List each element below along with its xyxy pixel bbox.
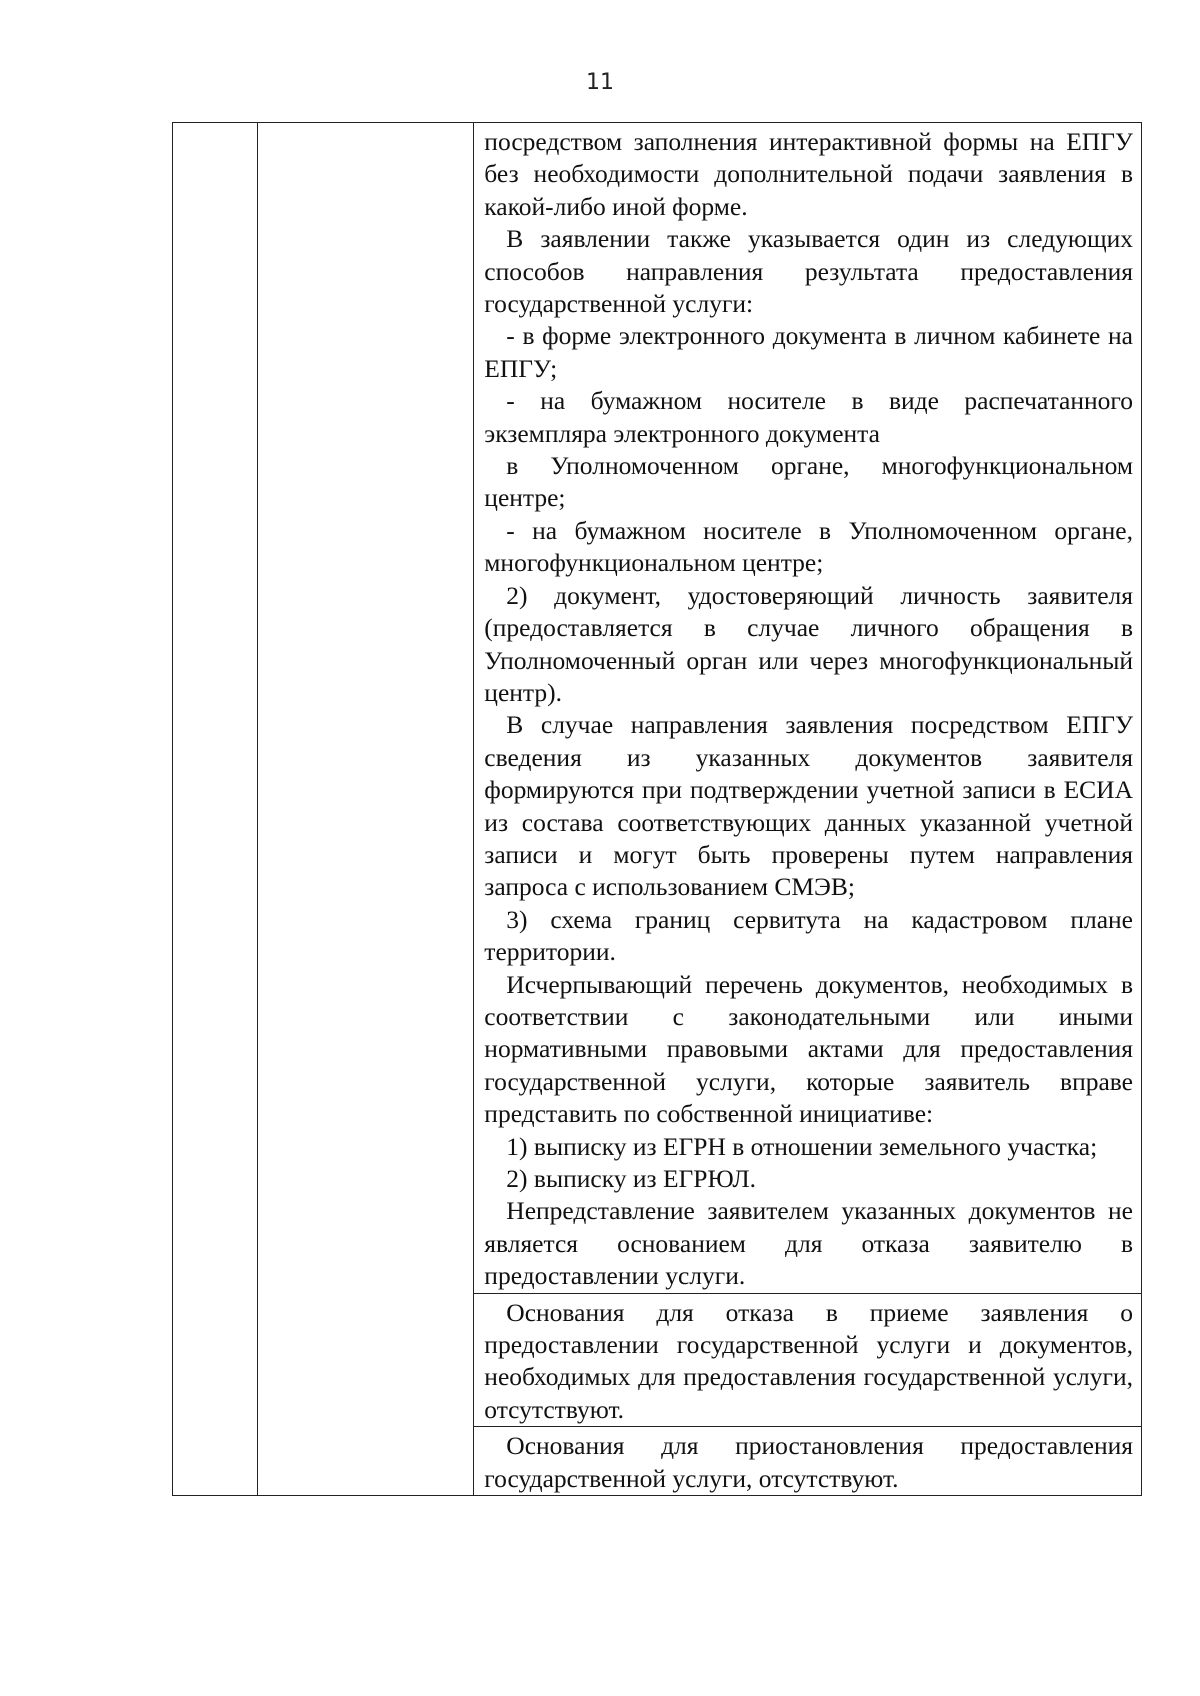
paragraph-non-submission: Непредставление заявителем указанных документов не является основанием для отказа заявителю в предоставлении услуги. [484, 1196, 1133, 1291]
paragraph-paper-printout: - на бумажном носителе в виде распечатанного экземпляра электронного документа [484, 386, 1133, 448]
document-table [172, 122, 1142, 1496]
paragraph-exhaustive-list: Исчерпывающий перечень документов, необходимых в соответствии с законодательными или иными нормативными правовыми актами для предоставления государственной услуги, которые заявитель вправе представить по собственной инициативе: [484, 969, 1133, 1129]
page-number: 11 [586, 70, 614, 95]
cell-documents-list [474, 123, 1142, 1294]
paragraph-esia-data: В случае направления заявления посредством ЕПГУ сведения из указанных документов заявителя формируются при подтверждении учетной записи в ЕСИА из состава соответствующих данных указанной учетной записи и могут быть проверены путем направления запроса с использованием СМЭВ; [484, 710, 1133, 902]
paragraph-servitude-scheme: 3) схема границ сервитута на кадастровом плане территории. [484, 904, 1133, 967]
empty-cell-second-column [258, 123, 474, 1496]
paragraph-paper-authorized-body: - на бумажном носителе в Уполномоченном органе, многофункциональном центре; [484, 515, 1133, 578]
paragraph-egrul-extract: 2) выписку из ЕГРЮЛ. [506, 1164, 757, 1193]
cell-suspension-grounds [474, 1427, 1142, 1496]
paragraph-authorized-body: в Уполномоченном органе, многофункциональном центре; [484, 451, 1133, 513]
paragraph-refusal-grounds: Основания для отказа в приеме заявления о предоставлении государственной услуги и документов, необходимых для предоставления государственной услуги, отсутствуют. [484, 1297, 1133, 1424]
paragraph-egrn-extract: 1) выписку из ЕГРН в отношении земельного участка; [506, 1131, 1098, 1161]
paragraph-result-methods: В заявлении также указывается один из следующих способов направления результата предоставления государственной услуги: [484, 224, 1133, 319]
paragraph-interactive-form: посредством заполнения интерактивной формы на ЕПГУ без необходимости дополнительной подачи заявления в какой-либо иной форме. [484, 127, 1133, 221]
table-row-main [173, 123, 1142, 1294]
paragraph-identity-document: 2) документ, удостоверяющий личность заявителя (предоставляется в случае личного обращения в Уполномоченный орган или через многофункциональный центр). [484, 580, 1133, 707]
paragraph-suspension-grounds: Основания для приостановления предоставления государственной услуги, отсутствуют. [484, 1431, 1133, 1493]
empty-cell-first-column [173, 123, 258, 1496]
cell-refusal-grounds [474, 1293, 1142, 1427]
paragraph-electronic-cabinet: - в форме электронного документа в личном кабинете на ЕПГУ; [484, 321, 1133, 383]
